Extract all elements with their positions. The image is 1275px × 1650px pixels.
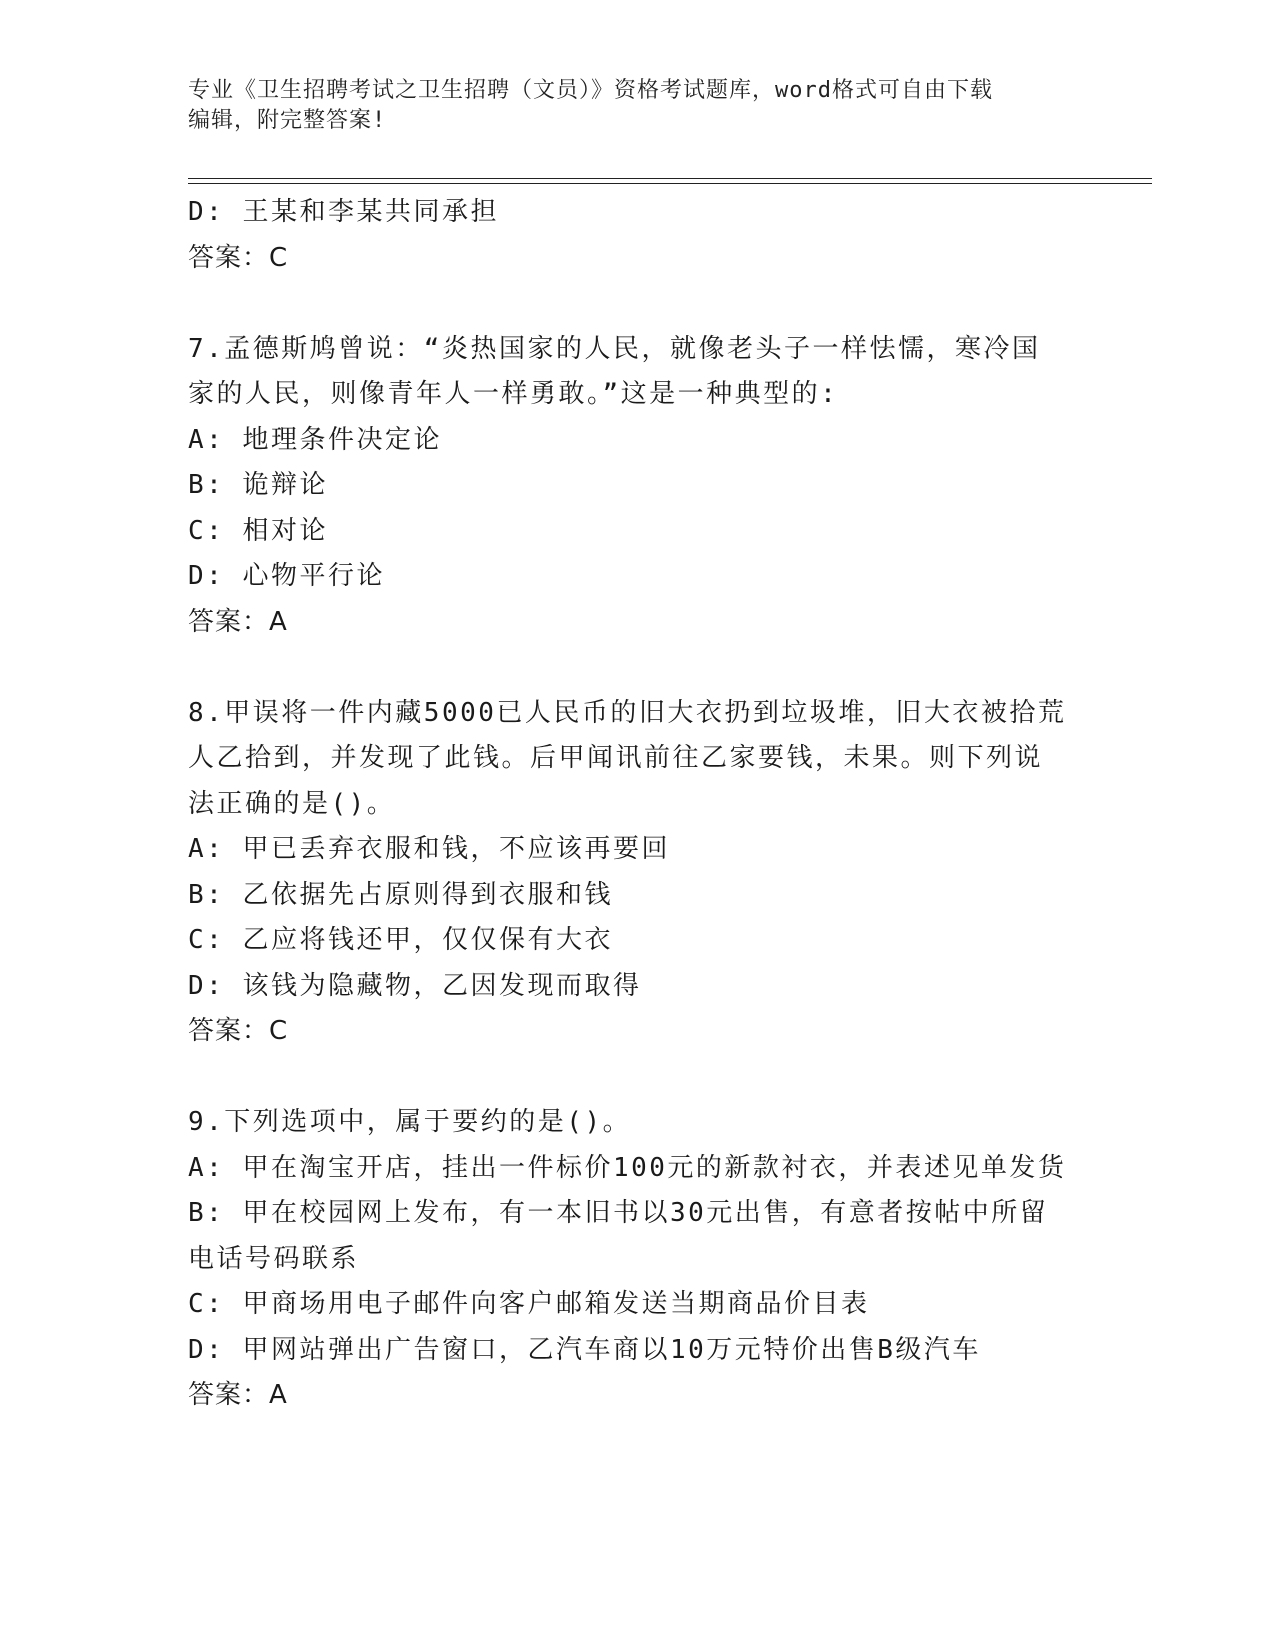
q9-option-a: A: 甲在淘宝开店，挂出一件标价100元的新款衬衣，并表述见单发货 bbox=[188, 1152, 1067, 1183]
header-rule-top bbox=[188, 178, 1152, 179]
q7-stem-line-2: 家的人民，则像青年人一样勇敢。”这是一种典型的: bbox=[188, 379, 839, 409]
q7-option-c: C: 相对论 bbox=[188, 515, 328, 546]
q8-answer: 答案：C bbox=[188, 1016, 289, 1046]
page-header bbox=[188, 76, 1088, 136]
q7-option-d: D: 心物平行论 bbox=[188, 561, 385, 591]
q9-answer: 答案：A bbox=[188, 1380, 288, 1410]
q7-option-b: B: 诡辩论 bbox=[188, 470, 328, 500]
q9-option-b-line-2: 电话号码联系 bbox=[188, 1243, 360, 1274]
spacer bbox=[188, 645, 1088, 691]
prev-option-d: D: 王某和李某共同承担 bbox=[188, 197, 499, 227]
spacer bbox=[188, 281, 1088, 327]
q9-option-d: D: 甲网站弹出广告窗口，乙汽车商以10万元特价出售B级汽车 bbox=[188, 1334, 981, 1365]
q8-stem-line-2: 人乙拾到，并发现了此钱。后甲闻讯前往乙家要钱，未果。则下列说 bbox=[188, 743, 1044, 773]
header-line-1: 专业《卫生招聘考试之卫生招聘（文员）》资格考试题库，word格式可自由下载 bbox=[188, 78, 993, 103]
prev-answer: 答案：C bbox=[188, 242, 289, 273]
q7-stem-line-1: 7.孟德斯鸠曾说：“炎热国家的人民，就像老头子一样怯懦，寒冷国 bbox=[188, 333, 1041, 364]
q9-stem-line-1: 9.下列选项中，属于要约的是()。 bbox=[188, 1107, 632, 1137]
q8-option-c: C: 乙应将钱还甲，仅仅保有大衣 bbox=[188, 925, 613, 955]
spacer bbox=[188, 1055, 1088, 1101]
q8-stem-line-3: 法正确的是()。 bbox=[188, 788, 396, 819]
q8-option-d: D: 该钱为隐藏物，乙因发现而取得 bbox=[188, 970, 642, 1001]
q9-option-c: C: 甲商场用电子邮件向客户邮箱发送当期商品价目表 bbox=[188, 1289, 870, 1319]
header-rule-bottom bbox=[188, 183, 1152, 184]
q9-option-b-line-1: B: 甲在校园网上发布，有一本旧书以30元出售，有意者按帖中所留 bbox=[188, 1198, 1049, 1228]
q7-answer: 答案：A bbox=[188, 606, 288, 637]
header-line-2: 编辑，附完整答案! bbox=[188, 108, 387, 133]
q8-stem-line-1: 8.甲误将一件内藏5000已人民币的旧大衣扔到垃圾堆，旧大衣被拾荒 bbox=[188, 697, 1067, 728]
q8-option-a: A: 甲已丢弃衣服和钱，不应该再要回 bbox=[188, 834, 670, 864]
q8-option-b: B: 乙依据先占原则得到衣服和钱 bbox=[188, 879, 613, 910]
q7-option-a: A: 地理条件决定论 bbox=[188, 424, 442, 455]
question-content bbox=[188, 190, 1088, 1419]
